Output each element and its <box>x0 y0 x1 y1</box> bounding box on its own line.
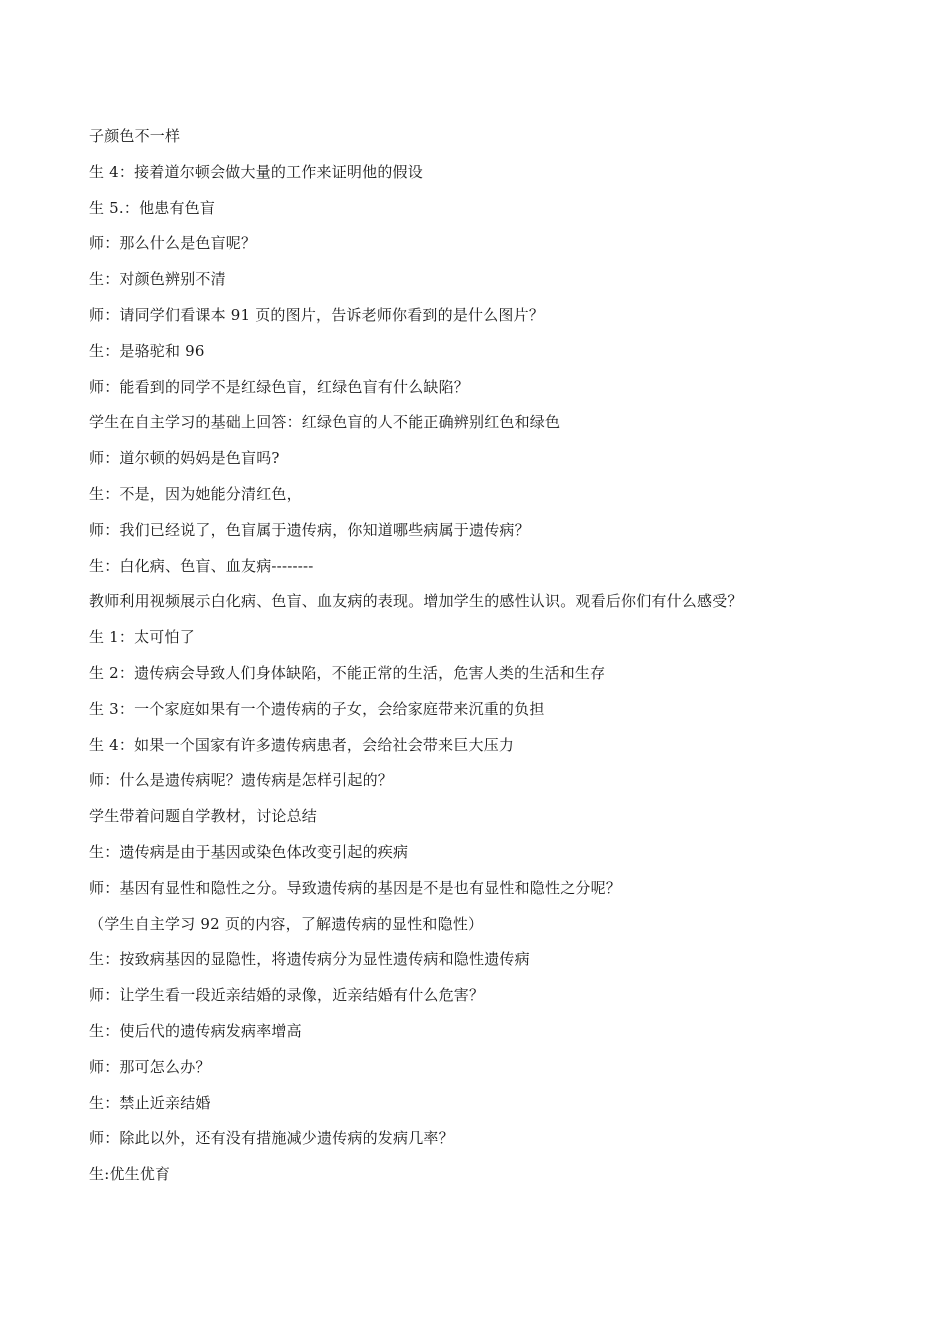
text-line: 生：不是，因为她能分清红色， <box>89 484 302 503</box>
text-line: 生：按致病基因的显隐性，将遗传病分为显性遗传病和隐性遗传病 <box>89 950 530 969</box>
text-line: 子颜色不一样 <box>89 127 181 145</box>
text-line: 生 4：如果一个国家有许多遗传病患者，会给社会带来巨大压力 <box>89 735 515 754</box>
text-line: 师：基因有显性和隐性之分。导致遗传病的基因是不是也有显性和隐性之分呢？ <box>89 878 622 897</box>
text-line: 生：遗传病是由于基因或染色体改变引起的疾病 <box>89 842 409 861</box>
text-line: 学生在自主学习的基础上回答：红绿色盲的人不能正确辨别红色和绿色 <box>89 413 561 432</box>
text-line: 教师利用视频展示白化病、色盲、血友病的表现。增加学生的感性认识。观看后你们有什么感受？ <box>89 592 743 611</box>
text-line: 生：禁止近亲结婚 <box>89 1093 211 1112</box>
text-line: （学生自主学习 92 页的内容，了解遗传病的显性和隐性） <box>89 914 484 933</box>
text-line: 师：那么什么是色盲呢？ <box>89 234 257 253</box>
text-line: 师：那可怎么办？ <box>89 1057 211 1076</box>
text-line: 生 3：一个家庭如果有一个遗传病的子女，会给家庭带来沉重的负担 <box>89 699 545 718</box>
text-line: 学生带着问题自学教材，讨论总结 <box>89 807 318 826</box>
text-line: 师：除此以外，还有没有措施减少遗传病的发病几率？ <box>89 1129 454 1148</box>
text-line: 师：让学生看一段近亲结婚的录像，近亲结婚有什么危害？ <box>89 986 485 1005</box>
text-line: 生：白化病、色盲、血友病-------- <box>89 556 314 575</box>
text-line: 生:优生优育 <box>89 1165 171 1184</box>
text-line: 生 2：遗传病会导致人们身体缺陷，不能正常的生活，危害人类的生活和生存 <box>89 663 606 682</box>
text-line: 生 4：接着道尔顿会做大量的工作来证明他的假设 <box>89 162 423 181</box>
text-line: 生：使后代的遗传病发病率增高 <box>89 1021 302 1040</box>
text-line: 生 5.：他患有色盲 <box>89 198 216 217</box>
document-body <box>89 124 869 1198</box>
text-line: 师：什么是遗传病呢？遗传病是怎样引起的？ <box>89 771 394 790</box>
text-line: 师：我们已经说了，色盲属于遗传病，你知道哪些病属于遗传病？ <box>89 520 530 539</box>
text-line: 生：是骆驼和 96 <box>89 341 205 360</box>
text-line: 师：请同学们看课本 91 页的图片，告诉老师你看到的是什么图片？ <box>89 305 545 324</box>
text-line: 师：能看到的同学不是红绿色盲，红绿色盲有什么缺陷？ <box>89 377 470 396</box>
text-line: 生 1：太可怕了 <box>89 628 195 647</box>
text-line: 师：道尔顿的妈妈是色盲吗? <box>89 449 280 468</box>
text-line: 生：对颜色辨别不清 <box>89 270 226 289</box>
